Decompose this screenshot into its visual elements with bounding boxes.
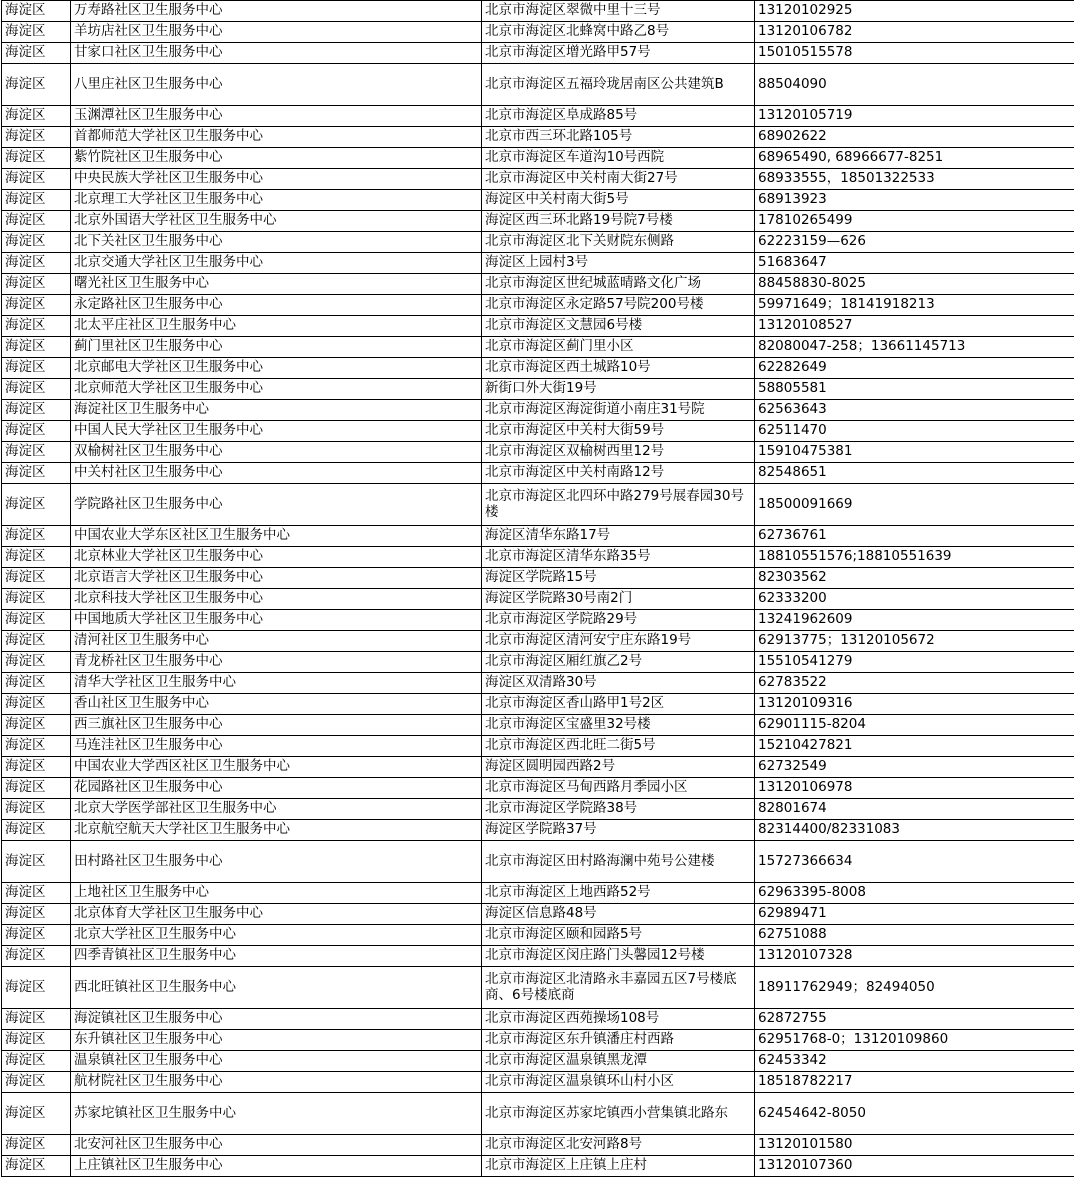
table-row	[2, 253, 1074, 274]
cell-district: 海淀区	[2, 1093, 71, 1135]
table-row	[2, 106, 1074, 127]
table-row	[2, 610, 1074, 631]
cell-district: 海淀区	[2, 421, 71, 442]
cell-district: 海淀区	[2, 442, 71, 463]
cell-address: 北京市海淀区双榆树西里12号	[482, 442, 755, 463]
cell-phone: 62783522	[755, 673, 1074, 694]
cell-address: 海淀区圆明园西路2号	[482, 757, 755, 778]
cell-phone: 15910475381	[755, 442, 1074, 463]
cell-district: 海淀区	[2, 463, 71, 484]
cell-center-name: 北京大学医学部社区卫生服务中心	[71, 799, 482, 820]
table-row	[2, 547, 1074, 568]
cell-address: 北京市海淀区上庄镇上庄村	[482, 1156, 755, 1177]
table-row	[2, 1, 1074, 22]
cell-address: 海淀区西三环北路19号院7号楼	[482, 211, 755, 232]
table-row	[2, 883, 1074, 904]
table-row	[2, 694, 1074, 715]
cell-address: 海淀区双清路30号	[482, 673, 755, 694]
cell-phone: 68902622	[755, 127, 1074, 148]
cell-district: 海淀区	[2, 316, 71, 337]
table-row	[2, 484, 1074, 526]
cell-center-name: 学院路社区卫生服务中心	[71, 484, 482, 526]
cell-address: 海淀区学院路37号	[482, 820, 755, 841]
cell-phone: 62453342	[755, 1051, 1074, 1072]
cell-district: 海淀区	[2, 1, 71, 22]
cell-district: 海淀区	[2, 1072, 71, 1093]
cell-district: 海淀区	[2, 652, 71, 673]
cell-address: 北京市海淀区北四环中路279号展春园30号楼	[482, 484, 755, 526]
cell-phone: 13120105719	[755, 106, 1074, 127]
cell-address: 北京市海淀区闵庄路门头馨园12号楼	[482, 946, 755, 967]
table-row	[2, 736, 1074, 757]
cell-address: 北京市海淀区颐和园路5号	[482, 925, 755, 946]
cell-district: 海淀区	[2, 1009, 71, 1030]
cell-address: 北京市海淀区苏家坨镇西小营集镇北路东	[482, 1093, 755, 1135]
cell-center-name: 北太平庄社区卫生服务中心	[71, 316, 482, 337]
cell-center-name: 北京外国语大学社区卫生服务中心	[71, 211, 482, 232]
cell-address: 北京市海淀区学院路29号	[482, 610, 755, 631]
table-row	[2, 316, 1074, 337]
cell-district: 海淀区	[2, 337, 71, 358]
cell-district: 海淀区	[2, 799, 71, 820]
cell-phone: 15010515578	[755, 43, 1074, 64]
table-row	[2, 1009, 1074, 1030]
cell-district: 海淀区	[2, 589, 71, 610]
cell-phone: 62223159—626	[755, 232, 1074, 253]
cell-phone: 62454642-8050	[755, 1093, 1074, 1135]
cell-center-name: 中国农业大学西区社区卫生服务中心	[71, 757, 482, 778]
cell-phone: 68913923	[755, 190, 1074, 211]
cell-phone: 62282649	[755, 358, 1074, 379]
cell-phone: 88458830-8025	[755, 274, 1074, 295]
cell-district: 海淀区	[2, 904, 71, 925]
cell-phone: 82303562	[755, 568, 1074, 589]
cell-center-name: 羊坊店社区卫生服务中心	[71, 22, 482, 43]
table-row	[2, 904, 1074, 925]
cell-center-name: 北京语言大学社区卫生服务中心	[71, 568, 482, 589]
table-body	[2, 1, 1074, 1177]
table-row	[2, 232, 1074, 253]
cell-address: 北京市海淀区世纪城蓝晴路文化广场	[482, 274, 755, 295]
table-row	[2, 1030, 1074, 1051]
table-row	[2, 925, 1074, 946]
cell-address: 北京市海淀区中关村南路12号	[482, 463, 755, 484]
cell-address: 北京市海淀区宝盛里32号楼	[482, 715, 755, 736]
table-row	[2, 337, 1074, 358]
cell-address: 北京市海淀区东升镇潘庄村西路	[482, 1030, 755, 1051]
table-row	[2, 295, 1074, 316]
cell-address: 北京市海淀区清华东路35号	[482, 547, 755, 568]
cell-phone: 88504090	[755, 64, 1074, 106]
table-row	[2, 442, 1074, 463]
cell-phone: 62511470	[755, 421, 1074, 442]
cell-phone: 18810551576;18810551639	[755, 547, 1074, 568]
cell-phone: 82080047-258；13661145713	[755, 337, 1074, 358]
cell-phone: 68933555，18501322533	[755, 169, 1074, 190]
table-row	[2, 127, 1074, 148]
cell-address: 北京市海淀区温泉镇环山村小区	[482, 1072, 755, 1093]
cell-address: 北京市海淀区北安河路8号	[482, 1135, 755, 1156]
cell-phone: 68965490, 68966677-8251	[755, 148, 1074, 169]
cell-phone: 13120107328	[755, 946, 1074, 967]
cell-phone: 62989471	[755, 904, 1074, 925]
cell-phone: 62563643	[755, 400, 1074, 421]
cell-center-name: 中国地质大学社区卫生服务中心	[71, 610, 482, 631]
cell-address: 北京市海淀区永定路57号院200号楼	[482, 295, 755, 316]
cell-district: 海淀区	[2, 673, 71, 694]
cell-phone: 13120109316	[755, 694, 1074, 715]
cell-address: 北京市海淀区清河安宁庄东路19号	[482, 631, 755, 652]
table-row	[2, 379, 1074, 400]
table-row	[2, 967, 1074, 1009]
table-row	[2, 1051, 1074, 1072]
cell-address: 北京市海淀区西土城路10号	[482, 358, 755, 379]
cell-address: 北京市海淀区北下关财院东侧路	[482, 232, 755, 253]
cell-address: 北京市海淀区五福玲珑居南区公共建筑B	[482, 64, 755, 106]
cell-district: 海淀区	[2, 379, 71, 400]
cell-district: 海淀区	[2, 568, 71, 589]
cell-address: 北京市海淀区西北旺二街5号	[482, 736, 755, 757]
cell-address: 北京市海淀区车道沟10号西院	[482, 148, 755, 169]
cell-district: 海淀区	[2, 1156, 71, 1177]
cell-address: 北京市海淀区马甸西路月季园小区	[482, 778, 755, 799]
table-row	[2, 568, 1074, 589]
cell-address: 海淀区上园村3号	[482, 253, 755, 274]
cell-phone: 62913775；13120105672	[755, 631, 1074, 652]
cell-phone: 58805581	[755, 379, 1074, 400]
cell-district: 海淀区	[2, 925, 71, 946]
cell-address: 北京市海淀区北蜂窝中路乙8号	[482, 22, 755, 43]
cell-phone: 62736761	[755, 526, 1074, 547]
cell-center-name: 中国农业大学东区社区卫生服务中心	[71, 526, 482, 547]
cell-center-name: 北京大学社区卫生服务中心	[71, 925, 482, 946]
cell-center-name: 北京科技大学社区卫生服务中心	[71, 589, 482, 610]
cell-center-name: 北京体育大学社区卫生服务中心	[71, 904, 482, 925]
cell-center-name: 清华大学社区卫生服务中心	[71, 673, 482, 694]
cell-district: 海淀区	[2, 274, 71, 295]
cell-center-name: 西北旺镇社区卫生服务中心	[71, 967, 482, 1009]
cell-center-name: 玉渊潭社区卫生服务中心	[71, 106, 482, 127]
cell-center-name: 东升镇社区卫生服务中心	[71, 1030, 482, 1051]
cell-district: 海淀区	[2, 22, 71, 43]
table-row	[2, 274, 1074, 295]
table-row	[2, 820, 1074, 841]
cell-district: 海淀区	[2, 883, 71, 904]
cell-address: 北京市海淀区中关村南大街27号	[482, 169, 755, 190]
cell-address: 海淀区信息路48号	[482, 904, 755, 925]
cell-center-name: 八里庄社区卫生服务中心	[71, 64, 482, 106]
cell-center-name: 苏家坨镇社区卫生服务中心	[71, 1093, 482, 1135]
cell-district: 海淀区	[2, 967, 71, 1009]
table-row	[2, 421, 1074, 442]
cell-center-name: 海淀镇社区卫生服务中心	[71, 1009, 482, 1030]
cell-center-name: 首都师范大学社区卫生服务中心	[71, 127, 482, 148]
cell-district: 海淀区	[2, 484, 71, 526]
cell-district: 海淀区	[2, 358, 71, 379]
cell-address: 北京市海淀区北清路永丰嘉园五区7号楼底商、6号楼底商	[482, 967, 755, 1009]
cell-center-name: 四季青镇社区卫生服务中心	[71, 946, 482, 967]
cell-center-name: 西三旗社区卫生服务中心	[71, 715, 482, 736]
cell-phone: 62732549	[755, 757, 1074, 778]
cell-district: 海淀区	[2, 1051, 71, 1072]
table-row	[2, 841, 1074, 883]
cell-center-name: 双榆树社区卫生服务中心	[71, 442, 482, 463]
cell-district: 海淀区	[2, 43, 71, 64]
cell-center-name: 北京林业大学社区卫生服务中心	[71, 547, 482, 568]
table-row	[2, 1156, 1074, 1177]
cell-center-name: 清河社区卫生服务中心	[71, 631, 482, 652]
cell-address: 北京市海淀区厢红旗乙2号	[482, 652, 755, 673]
table-row	[2, 358, 1074, 379]
cell-phone: 13120108527	[755, 316, 1074, 337]
cell-address: 北京市海淀区西苑操场108号	[482, 1009, 755, 1030]
cell-address: 北京市海淀区翠微中里十三号	[482, 1, 755, 22]
cell-district: 海淀区	[2, 64, 71, 106]
cell-phone: 18911762949；82494050	[755, 967, 1074, 1009]
cell-district: 海淀区	[2, 946, 71, 967]
cell-phone: 82548651	[755, 463, 1074, 484]
cell-district: 海淀区	[2, 694, 71, 715]
cell-phone: 17810265499	[755, 211, 1074, 232]
table-row	[2, 799, 1074, 820]
cell-phone: 51683647	[755, 253, 1074, 274]
cell-center-name: 航材院社区卫生服务中心	[71, 1072, 482, 1093]
table-row	[2, 673, 1074, 694]
cell-address: 北京市海淀区增光路甲57号	[482, 43, 755, 64]
cell-center-name: 曙光社区卫生服务中心	[71, 274, 482, 295]
table-row	[2, 757, 1074, 778]
cell-district: 海淀区	[2, 631, 71, 652]
cell-address: 北京市海淀区阜成路85号	[482, 106, 755, 127]
cell-center-name: 北京理工大学社区卫生服务中心	[71, 190, 482, 211]
cell-district: 海淀区	[2, 400, 71, 421]
table-row	[2, 631, 1074, 652]
cell-phone: 59971649；18141918213	[755, 295, 1074, 316]
cell-district: 海淀区	[2, 736, 71, 757]
table-row	[2, 190, 1074, 211]
cell-phone: 18500091669	[755, 484, 1074, 526]
cell-center-name: 上庄镇社区卫生服务中心	[71, 1156, 482, 1177]
cell-center-name: 田村路社区卫生服务中心	[71, 841, 482, 883]
cell-phone: 62333200	[755, 589, 1074, 610]
cell-address: 北京市海淀区香山路甲1号2区	[482, 694, 755, 715]
cell-center-name: 蓟门里社区卫生服务中心	[71, 337, 482, 358]
cell-district: 海淀区	[2, 211, 71, 232]
cell-center-name: 马连洼社区卫生服务中心	[71, 736, 482, 757]
cell-center-name: 中央民族大学社区卫生服务中心	[71, 169, 482, 190]
table-row	[2, 22, 1074, 43]
cell-center-name: 花园路社区卫生服务中心	[71, 778, 482, 799]
table-row	[2, 463, 1074, 484]
cell-district: 海淀区	[2, 820, 71, 841]
cell-district: 海淀区	[2, 127, 71, 148]
cell-phone: 13120101580	[755, 1135, 1074, 1156]
table-row	[2, 43, 1074, 64]
cell-address: 北京市海淀区温泉镇黑龙潭	[482, 1051, 755, 1072]
cell-center-name: 北京邮电大学社区卫生服务中心	[71, 358, 482, 379]
cell-phone: 13120106782	[755, 22, 1074, 43]
cell-phone: 13120106978	[755, 778, 1074, 799]
table-row	[2, 526, 1074, 547]
cell-district: 海淀区	[2, 1135, 71, 1156]
cell-address: 海淀区学院路30号南2门	[482, 589, 755, 610]
cell-district: 海淀区	[2, 610, 71, 631]
table-row	[2, 211, 1074, 232]
cell-phone: 15210427821	[755, 736, 1074, 757]
cell-address: 海淀区学院路15号	[482, 568, 755, 589]
table-row	[2, 715, 1074, 736]
cell-phone: 18518782217	[755, 1072, 1074, 1093]
cell-center-name: 甘家口社区卫生服务中心	[71, 43, 482, 64]
cell-district: 海淀区	[2, 106, 71, 127]
cell-center-name: 北京交通大学社区卫生服务中心	[71, 253, 482, 274]
cell-center-name: 海淀社区卫生服务中心	[71, 400, 482, 421]
cell-district: 海淀区	[2, 253, 71, 274]
cell-phone: 82314400/82331083	[755, 820, 1074, 841]
cell-address: 海淀区中关村南大街5号	[482, 190, 755, 211]
cell-center-name: 温泉镇社区卫生服务中心	[71, 1051, 482, 1072]
cell-address: 北京市海淀区海淀街道小南庄31号院	[482, 400, 755, 421]
health-service-centers-table	[1, 0, 1074, 1177]
cell-center-name: 北安河社区卫生服务中心	[71, 1135, 482, 1156]
cell-address: 北京市西三环北路105号	[482, 127, 755, 148]
cell-center-name: 万寿路社区卫生服务中心	[71, 1, 482, 22]
table-row	[2, 169, 1074, 190]
cell-district: 海淀区	[2, 232, 71, 253]
cell-phone: 62751088	[755, 925, 1074, 946]
cell-district: 海淀区	[2, 715, 71, 736]
cell-center-name: 上地社区卫生服务中心	[71, 883, 482, 904]
cell-center-name: 北京师范大学社区卫生服务中心	[71, 379, 482, 400]
cell-address: 北京市海淀区学院路38号	[482, 799, 755, 820]
table-row	[2, 1135, 1074, 1156]
table-row	[2, 400, 1074, 421]
cell-district: 海淀区	[2, 148, 71, 169]
table-row	[2, 64, 1074, 106]
cell-phone: 13241962609	[755, 610, 1074, 631]
cell-phone: 15727366634	[755, 841, 1074, 883]
cell-center-name: 紫竹院社区卫生服务中心	[71, 148, 482, 169]
cell-district: 海淀区	[2, 295, 71, 316]
cell-phone: 62951768-0；13120109860	[755, 1030, 1074, 1051]
cell-phone: 82801674	[755, 799, 1074, 820]
cell-district: 海淀区	[2, 778, 71, 799]
cell-phone: 62901115-8204	[755, 715, 1074, 736]
cell-center-name: 永定路社区卫生服务中心	[71, 295, 482, 316]
cell-phone: 13120107360	[755, 1156, 1074, 1177]
cell-center-name: 中国人民大学社区卫生服务中心	[71, 421, 482, 442]
cell-district: 海淀区	[2, 190, 71, 211]
cell-center-name: 北京航空航天大学社区卫生服务中心	[71, 820, 482, 841]
cell-phone: 62872755	[755, 1009, 1074, 1030]
cell-phone: 13120102925	[755, 1, 1074, 22]
cell-district: 海淀区	[2, 757, 71, 778]
table-row	[2, 1093, 1074, 1135]
table-row	[2, 589, 1074, 610]
cell-address: 北京市海淀区中关村大街59号	[482, 421, 755, 442]
table-row	[2, 946, 1074, 967]
cell-district: 海淀区	[2, 547, 71, 568]
cell-district: 海淀区	[2, 1030, 71, 1051]
cell-district: 海淀区	[2, 169, 71, 190]
cell-center-name: 香山社区卫生服务中心	[71, 694, 482, 715]
cell-center-name: 北下关社区卫生服务中心	[71, 232, 482, 253]
cell-address: 北京市海淀区蓟门里小区	[482, 337, 755, 358]
cell-address: 北京市海淀区田村路海澜中苑号公建楼	[482, 841, 755, 883]
cell-phone: 62963395-8008	[755, 883, 1074, 904]
table-row	[2, 1072, 1074, 1093]
cell-district: 海淀区	[2, 841, 71, 883]
cell-district: 海淀区	[2, 526, 71, 547]
table-row	[2, 652, 1074, 673]
cell-address: 新街口外大街19号	[482, 379, 755, 400]
cell-address: 北京市海淀区文慧园6号楼	[482, 316, 755, 337]
cell-center-name: 青龙桥社区卫生服务中心	[71, 652, 482, 673]
cell-center-name: 中关村社区卫生服务中心	[71, 463, 482, 484]
cell-address: 北京市海淀区上地西路52号	[482, 883, 755, 904]
table-row	[2, 778, 1074, 799]
cell-phone: 15510541279	[755, 652, 1074, 673]
table-row	[2, 148, 1074, 169]
cell-address: 海淀区清华东路17号	[482, 526, 755, 547]
